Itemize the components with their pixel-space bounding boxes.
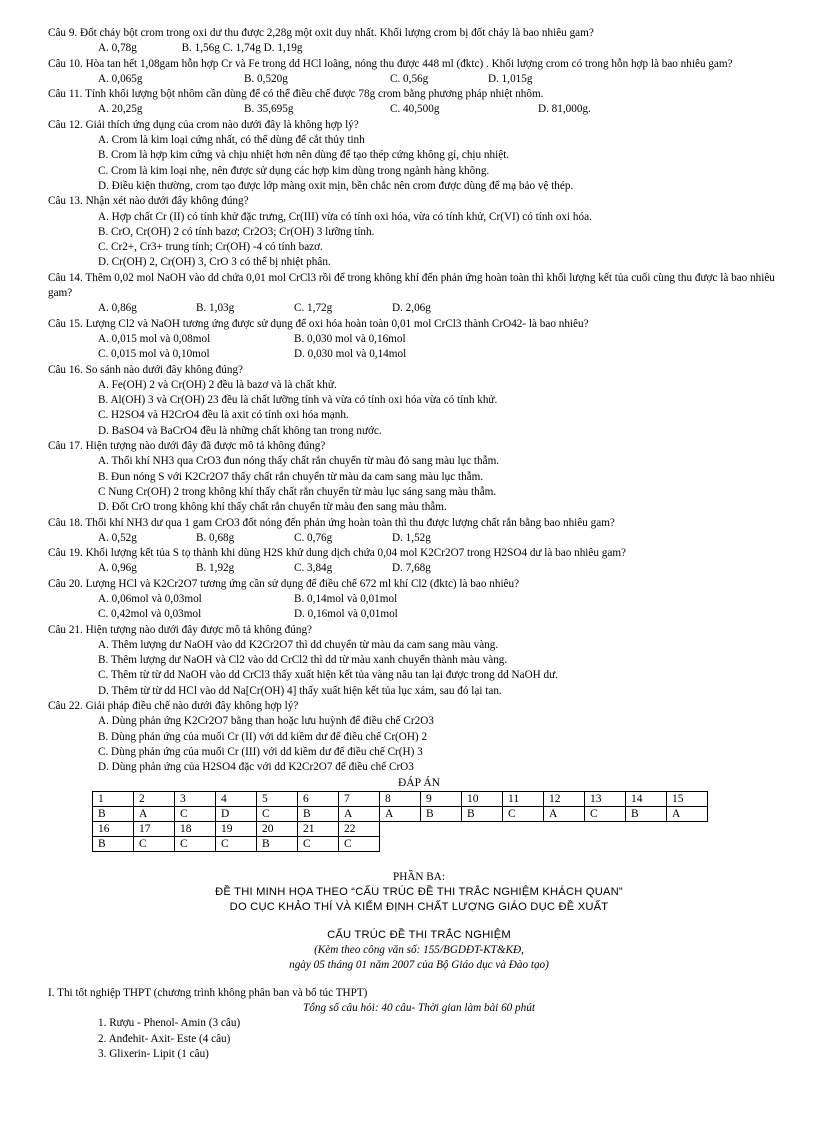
table-cell: C — [339, 836, 380, 851]
option-c: C. 0,56g — [390, 72, 429, 85]
option-d: D. 2,06g — [392, 302, 431, 315]
option-c: C. 40,500g — [390, 103, 440, 116]
option-a: A. Thổi khí NH3 qua CrO3 đun nóng thấy chất rắn chuyển từ màu đỏ sang màu lục thẫm. — [98, 455, 500, 468]
table-cell: B — [421, 806, 462, 821]
option-d: D. 1,015g — [488, 72, 533, 85]
part-title-line1: ĐỀ THI MINH HỌA THEO “CẤU TRÚC ĐỀ THI TRẮC NGHIỆM KHÁCH QUAN” — [215, 886, 623, 899]
question-18-text: Câu 18. Thổi khí NH3 dư qua 1 gam CrO3 đốt nóng đến phản ứng hoàn toàn thì thu được lượng chất rắn bằng bao nhiêu gam? — [48, 516, 615, 529]
option-b: B. 35,695g — [244, 103, 294, 116]
option-a: A. 0,86g — [98, 302, 137, 315]
question-22 — [48, 699, 790, 775]
option-b: B. Dùng phản ứng của muối Cr (II) với dd kiềm dư để điều chế Cr(OH) 2 — [98, 730, 428, 743]
option-d: D. 0,030 mol và 0,14mol — [294, 348, 407, 361]
option-b: B. 1,03g — [196, 302, 235, 315]
option-d: D. 7,68g — [392, 562, 431, 575]
option-c: C Nung Cr(OH) 2 trong không khí thấy chất rắn chuyển từ màu lục sáng sang màu thẫm. — [98, 485, 497, 498]
answer-key-title: ĐÁP ÁN — [397, 776, 441, 789]
option-c: C. 1,72g — [294, 302, 333, 315]
part-heading: PHẦN BA: — [393, 870, 445, 883]
option-b: B. 0,14mol và 0,01mol — [294, 592, 398, 605]
question-9 — [48, 26, 790, 57]
table-cell: D — [216, 806, 257, 821]
list-item: 3. Glixerin- Lipit (1 câu) — [98, 1047, 209, 1060]
question-11-text: Câu 11. Tính khối lượng bột nhôm cần dùng để có thể điều chế được 78g crom bằng phương pháp nhiệt nhôm. — [48, 88, 544, 101]
option-d: D. Thêm từ từ dd HCl vào dd Na[Cr(OH) 4] thấy xuất hiện kết tủa lục xám, sau đó lại tan. — [98, 684, 502, 697]
table-cell: 5 — [257, 791, 298, 806]
option-c: C. Thêm từ từ dd NaOH vào dd CrCl3 thấy xuất hiện kết tủa vàng nâu tan lại được trong dd NaOH dư. — [98, 669, 558, 682]
question-10 — [48, 57, 790, 88]
option-b: B. 0,68g — [196, 531, 235, 544]
table-cell: 10 — [462, 791, 503, 806]
option-d: D. Cr(OH) 2, Cr(OH) 3, CrO 3 có thể bị nhiệt phân. — [98, 256, 331, 269]
table-cell: B — [298, 806, 339, 821]
table-cell: 9 — [421, 791, 462, 806]
question-19 — [48, 546, 790, 577]
table-cell: C — [503, 806, 544, 821]
question-18 — [48, 516, 790, 547]
table-cell: A — [544, 806, 585, 821]
question-15-text: Câu 15. Lượng Cl2 và NaOH tương ứng được sử dụng để oxi hóa hoàn toàn 0,01 mol CrCl3 thành CrO42- là bao nhiêu? — [48, 317, 589, 330]
table-cell: C — [257, 806, 298, 821]
table-cell: 3 — [175, 791, 216, 806]
option-b: B. Crom là hợp kim cứng và chịu nhiệt hơn nên dùng để tạo thép cứng không gỉ, chịu nhiệt. — [98, 149, 510, 162]
option-d: D. 0,16mol và 0,01mol — [294, 608, 398, 621]
question-9-text: Câu 9. Đốt cháy bột crom trong oxi dư thu được 2,28g một oxit duy nhất. Khối lượng crom bị đốt cháy là bao nhiêu gam? — [48, 27, 594, 39]
table-cell: C — [175, 806, 216, 821]
table-cell: B — [257, 836, 298, 851]
option-b: B. Thêm lượng dư NaOH và Cl2 vào dd CrCl2 thì dd từ màu xanh chuyển thành màu vàng. — [98, 654, 508, 667]
list-item: 1. Rượu - Phenol- Amin (3 câu) — [98, 1017, 241, 1030]
table-cell: 2 — [134, 791, 175, 806]
option-a: A. Dùng phản ứng K2Cr2O7 bằng than hoặc lưu huỳnh để điều chế Cr2O3 — [98, 715, 434, 728]
question-16-text: Câu 16. So sánh nào dưới đây không đúng? — [48, 363, 244, 376]
question-13-text: Câu 13. Nhận xét nào dưới đây không đúng? — [48, 195, 249, 208]
table-cell: 8 — [380, 791, 421, 806]
table-cell: C — [585, 806, 626, 821]
question-12 — [48, 118, 790, 194]
table-cell: C — [134, 836, 175, 851]
option-b: B. Đun nóng S với K2Cr2O7 thấy chất rắn chuyển từ màu da cam sang màu lục thẫm. — [98, 470, 484, 483]
question-13 — [48, 194, 790, 270]
table-cell: C — [216, 836, 257, 851]
table-cell: 7 — [339, 791, 380, 806]
structure-note-1: (Kèm theo công văn số: 155/BGDĐT-KT&KĐ, — [314, 944, 524, 957]
table-cell: 17 — [134, 821, 175, 836]
table-row — [93, 821, 708, 836]
table-cell: 11 — [503, 791, 544, 806]
question-16 — [48, 363, 790, 439]
table-cell: 6 — [298, 791, 339, 806]
list-item: 2. Anđehit- Axit- Este (4 câu) — [98, 1032, 231, 1045]
option-a: A. 0,06mol và 0,03mol — [98, 592, 202, 605]
table-cell: B — [93, 806, 134, 821]
structure-note-2: ngày 05 tháng 01 năm 2007 của Bộ Giáo dục và Đào tạo) — [289, 959, 549, 972]
option-b: B. CrO, Cr(OH) 2 có tính bazơ; Cr2O3; Cr(OH) 3 lưỡng tính. — [98, 225, 375, 238]
question-14 — [48, 271, 790, 317]
table-cell: A — [339, 806, 380, 821]
table-cell: 20 — [257, 821, 298, 836]
table-cell: 14 — [626, 791, 667, 806]
option-a: A. 0,065g — [98, 72, 143, 85]
option-a: A. 0,015 mol và 0,08mol — [98, 332, 211, 345]
question-19-text: Câu 19. Khối lượng kết tủa S tọ thành khi dùng H2S khử dung dịch chứa 0,04 mol K2Cr2O7 trong H2SO4 dư là bao nhiêu gam? — [48, 547, 626, 560]
option-c: C. H2SO4 và H2CrO4 đều là axit có tính oxi hóa mạnh. — [98, 409, 349, 422]
question-20 — [48, 577, 790, 623]
table-cell: 19 — [216, 821, 257, 836]
question-17 — [48, 439, 790, 515]
option-d: D. BaSO4 và BaCrO4 đều là những chất không tan trong nước. — [98, 424, 382, 437]
option-c: C. 0,42mol và 0,03mol — [98, 608, 202, 621]
question-21 — [48, 623, 790, 699]
option-d: D. Dùng phản ứng của H2SO4 đặc với dd K2Cr2O7 để điều chế CrO3 — [98, 761, 414, 774]
option-c: C. Dùng phản ứng của muối Cr (III) với dd kiềm dư để điều chế Cr(H) 3 — [98, 745, 423, 758]
table-cell: 15 — [667, 791, 708, 806]
table-cell: 4 — [216, 791, 257, 806]
table-cell: 22 — [339, 821, 380, 836]
table-cell: B — [462, 806, 503, 821]
document-page — [48, 26, 790, 1062]
table-cell: 12 — [544, 791, 585, 806]
question-21-text: Câu 21. Hiện tượng nào dưới đây được mô tả không đúng? — [48, 623, 312, 636]
option-d: D. Điều kiện thường, crom tạo được lớp màng oxit mịn, bền chắc nên crom được dùng để mạ bảo vệ thép. — [98, 179, 574, 192]
option-a: A. 0,96g — [98, 562, 137, 575]
option-d: D. 1,52g — [392, 531, 431, 544]
question-12-text: Câu 12. Giải thích ứng dụng của crom nào dưới đây là không hợp lý? — [48, 118, 359, 131]
option-c: C. 3,84g — [294, 562, 333, 575]
table-cell: C — [298, 836, 339, 851]
option-a: A. 20,25g — [98, 103, 143, 116]
option-a: A. Hợp chất Cr (II) có tính khử đặc trưng, Cr(III) vừa có tính oxi hóa, vừa có tính khử, Cr(VI) có tính oxi hóa. — [98, 210, 592, 223]
option-c: C. Crom là kim loại nhẹ, nên được sử dụng các hợp kim dùng trong ngành hàng không. — [98, 164, 490, 177]
option-c: C. 0,76g — [294, 531, 333, 544]
option-c: C. 0,015 mol và 0,10mol — [98, 348, 210, 361]
part-title-line2: DO CỤC KHẢO THÍ VÀ KIỂM ĐỊNH CHẤT LƯỢNG GIÁO DỤC ĐỀ XUẤT — [229, 901, 609, 914]
table-cell: 16 — [93, 821, 134, 836]
option-c: C. Cr2+, Cr3+ trung tính; Cr(OH) -4 có tính bazơ. — [98, 241, 323, 254]
option-b: B. 1,92g — [196, 562, 235, 575]
option-b: B. Al(OH) 3 và Cr(OH) 23 đều là chất lưỡng tính và vừa có tính oxi hóa vừa có tính khử. — [98, 394, 498, 407]
question-14-text: Câu 14. Thêm 0,02 mol NaOH vào dd chứa 0,01 mol CrCl3 rồi để trong không khí đến phản ứng hoàn toàn thì khối lượng kết tủa cuối cùng thu được là bao nhiêu gam? — [48, 271, 775, 300]
section-heading: I. Thi tốt nghiệp THPT (chương trình không phân ban và bổ túc THPT) — [48, 986, 368, 999]
option-d: D. 81,000g. — [538, 103, 591, 116]
table-cell: 21 — [298, 821, 339, 836]
question-11 — [48, 87, 790, 118]
question-17-text: Câu 17. Hiện tượng nào dưới đây đã được mô tả không đúng? — [48, 440, 326, 453]
question-15 — [48, 317, 790, 363]
section-summary: Tổng số câu hỏi: 40 câu- Thời gian làm bài 60 phút — [303, 1001, 535, 1014]
question-10-text: Câu 10. Hòa tan hết 1,08gam hỗn hợp Cr và Fe trong dd HCl loãng, nóng thu được 448 ml (đktc) . Khối lượng crom có trong hỗn hợp là bao nhiêu gam? — [48, 57, 733, 70]
table-cell: B — [626, 806, 667, 821]
table-cell: B — [93, 836, 134, 851]
option-b: B. 0,520g — [244, 72, 288, 85]
table-cell: 1 — [93, 791, 134, 806]
question-20-text: Câu 20. Lượng HCl và K2Cr2O7 tương ứng cần sử dụng để điều chế 672 ml khí Cl2 (đktc) là bao nhiêu? — [48, 577, 520, 590]
answer-table — [92, 791, 708, 852]
question-22-text: Câu 22. Giải pháp điều chế nào dưới đây không hợp lý? — [48, 700, 299, 713]
table-row — [93, 791, 708, 806]
option-a: A. Crom là kim loại cứng nhất, có thể dùng để cắt thủy tinh — [98, 134, 365, 147]
table-cell: A — [380, 806, 421, 821]
table-row — [93, 806, 708, 821]
option-a: A. Thêm lượng dư NaOH vào dd K2Cr2O7 thì dd chuyển từ màu da cam sang màu vàng. — [98, 638, 499, 651]
option-b: B. 0,030 mol và 0,16mol — [294, 332, 406, 345]
table-row — [93, 836, 708, 851]
structure-title: CẤU TRÚC ĐỀ THI TRẮC NGHIỆM — [327, 928, 511, 941]
table-cell: 18 — [175, 821, 216, 836]
option-a: A. Fe(OH) 2 và Cr(OH) 2 đều là bazơ và là chất khử. — [98, 378, 337, 391]
question-9-options: A. 0,78g B. 1,56g C. 1,74g D. 1,19g — [98, 42, 303, 55]
option-a: A. 0,52g — [98, 531, 137, 544]
table-cell: A — [134, 806, 175, 821]
option-d: D. Đốt CrO trong không khí thấy chất rắn chuyển từ màu đen sang màu thẫm. — [98, 501, 447, 514]
table-cell: 13 — [585, 791, 626, 806]
table-cell: C — [175, 836, 216, 851]
table-cell: A — [667, 806, 708, 821]
